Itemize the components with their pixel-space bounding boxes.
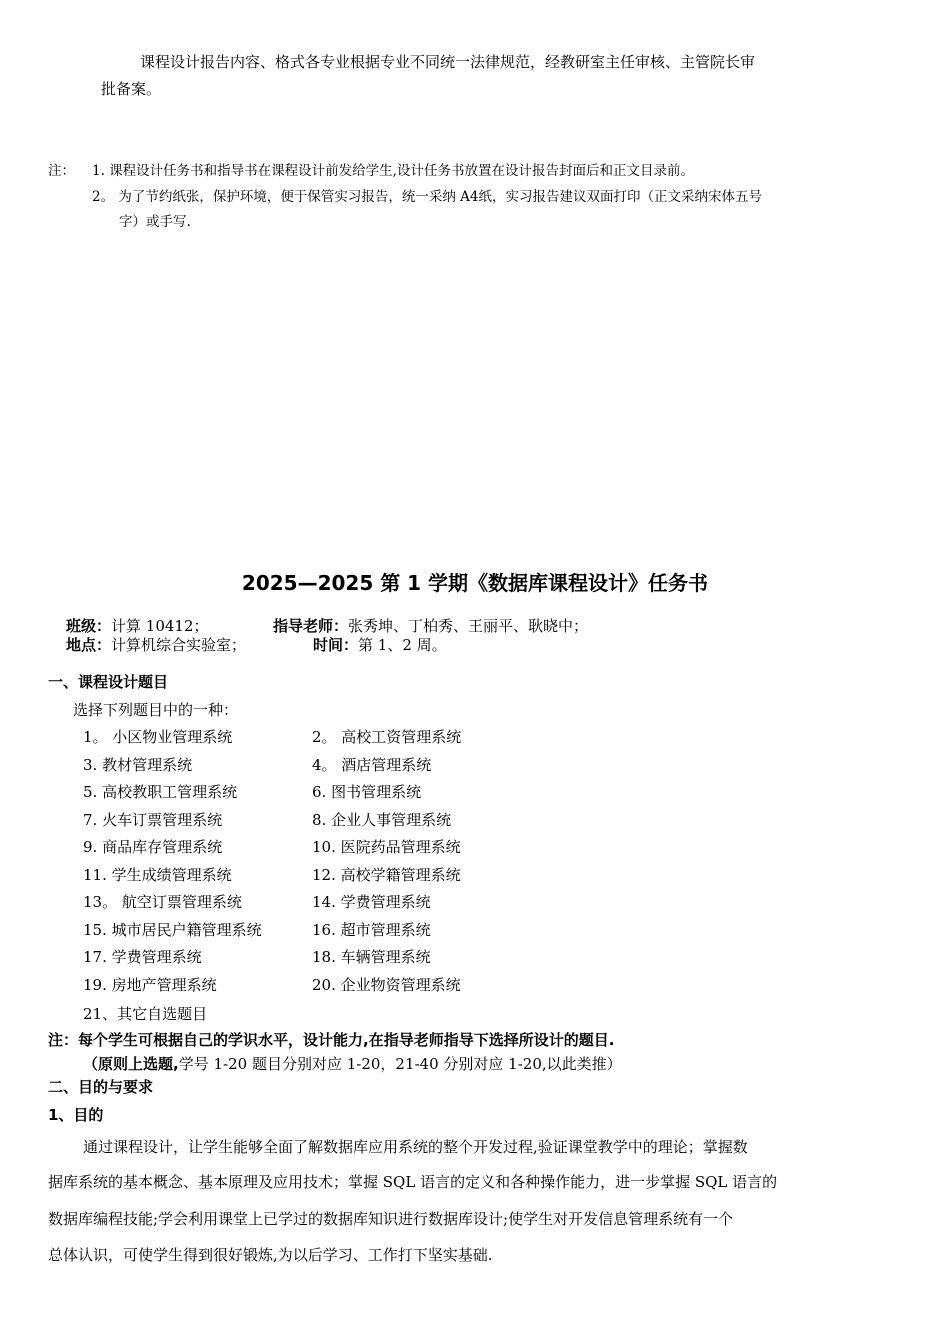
topic-item: 17. 学费管理系统 xyxy=(83,948,202,966)
topic-item: 14. 学费管理系统 xyxy=(312,893,431,911)
note-rule-label: （原则上选题, xyxy=(83,1055,179,1073)
note-rule-text: 学号 1-20 题目分别对应 1-20，21-40 分别对应 1-20,以此类推） xyxy=(178,1055,622,1073)
topic-item: 5. 高校教职工管理系统 xyxy=(83,783,238,801)
topic-item: 1。 小区物业管理系统 xyxy=(83,728,233,746)
purpose-line-1: 通过课程设计，让学生能够全面了解数据库应用系统的整个开发过程,验证课堂教学中的理论；掌握数 xyxy=(83,1138,748,1156)
section-2-heading: 二、目的与要求 xyxy=(48,1078,154,1096)
topic-item: 16. 超市管理系统 xyxy=(312,921,431,939)
topic-item: 12. 高校学籍管理系统 xyxy=(312,866,461,884)
topic-item: 6. 图书管理系统 xyxy=(312,783,422,801)
intro-line-1: 课程设计报告内容、格式各专业根据专业不同统一法律规范，经教研室主任审核、主管院长审 xyxy=(140,53,756,71)
time-label: 时间： xyxy=(313,636,359,654)
intro-line-2: 批备案。 xyxy=(101,80,162,98)
section-2-sub-1: 1、目的 xyxy=(48,1106,104,1124)
note-1: 1. 课程设计任务书和指导书在课程设计前发给学生,设计任务书放置在设计报告封面后和正文目录前。 xyxy=(92,163,694,179)
section-1-heading: 一、课程设计题目 xyxy=(48,673,169,691)
section-1-note-line-2 xyxy=(83,1053,622,1075)
note-2-line-1: 2。 为了节约纸张，保护环境，便于保管实习报告，统一采纳 A4纸，实习报告建议双面打印（正文采纳宋体五号 xyxy=(92,189,763,205)
topic-item: 9. 商品库存管理系统 xyxy=(83,838,223,856)
teacher-label: 指导老师： xyxy=(273,617,349,635)
topic-item: 4。 酒店管理系统 xyxy=(312,756,432,774)
task-title: 2025—2025 第 1 学期《数据库课程设计》任务书 xyxy=(241,571,709,595)
place-label: 地点： xyxy=(66,636,112,654)
topic-item: 18. 车辆管理系统 xyxy=(312,948,431,966)
purpose-line-4: 总体认识，可使学生得到很好锻炼,为以后学习、工作打下坚实基础. xyxy=(48,1246,493,1264)
topic-item: 20. 企业物资管理系统 xyxy=(312,976,461,994)
place-row xyxy=(66,634,246,656)
teacher-value: 张秀坤、丁柏秀、王丽平、耿晓中； xyxy=(348,617,589,635)
topic-item: 2。 高校工资管理系统 xyxy=(312,728,462,746)
note-2-line-2: 字）或手写. xyxy=(119,214,191,230)
topic-item: 7. 火车订票管理系统 xyxy=(83,811,223,829)
time-value: 第 1、2 周。 xyxy=(358,636,447,654)
notes-label: 注： xyxy=(48,163,75,179)
topic-21: 21、其它自选题目 xyxy=(83,1005,208,1023)
class-value: 计算 10412； xyxy=(111,617,209,635)
purpose-line-3: 数据库编程技能;学会利用课堂上已学过的数据库知识进行数据库设计;使学生对开发信息管理系统有一个 xyxy=(48,1210,734,1228)
section-1-note-line-1: 注：每个学生可根据自己的学识水平，设计能力,在指导老师指导下选择所设计的题目. xyxy=(48,1031,615,1049)
purpose-line-2: 据库系统的基本概念、基本原理及应用技术；掌握 SQL 语言的定义和各种操作能力，进一步掌握 SQL 语言的 xyxy=(48,1173,778,1191)
place-value: 计算机综合实验室； xyxy=(111,636,247,654)
time-row xyxy=(313,634,447,656)
topic-item: 19. 房地产管理系统 xyxy=(83,976,217,994)
topic-item: 8. 企业人事管理系统 xyxy=(312,811,452,829)
topic-item: 15. 城市居民户籍管理系统 xyxy=(83,921,262,939)
topic-item: 13。 航空订票管理系统 xyxy=(83,893,242,911)
class-label: 班级： xyxy=(66,617,112,635)
topic-item: 10. 医院药品管理系统 xyxy=(312,838,461,856)
topic-item: 11. 学生成绩管理系统 xyxy=(83,866,232,884)
topic-item: 3. 教材管理系统 xyxy=(83,756,193,774)
section-1-intro: 选择下列题目中的一种： xyxy=(73,701,239,719)
